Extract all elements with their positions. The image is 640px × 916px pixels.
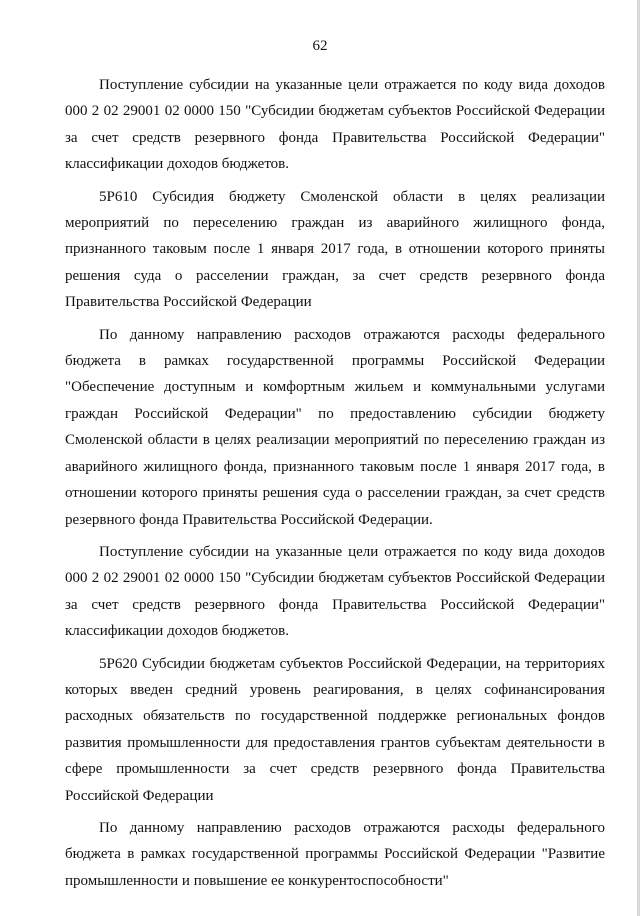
paragraph-5p610-description: По данному направлению расходов отражаются расходы федерального бюджета в рамках государственной программы Российской Федерации "Обеспечение доступным и комфортным жильем и коммунальными услугами граждан Российской Федерации" по предоставлению субсидии бюджету Смоленской области в целях реализации мероприятий по переселению граждан из аварийного жилищного фонда, признанного таковым после 1 января 2017 года, в отношении которого приняты решения суда о расселении граждан, за счет средств резервного фонда Правительства Российской Федерации. <box>65 326 605 528</box>
paragraph-5p620-description: По данному направлению расходов отражаются расходы федерального бюджета в рамках государственной программы Российской Федерации "Развитие промышленности и повышение ее конкурентоспособности" <box>65 819 605 889</box>
paragraph-5p620-heading: 5Р620 Субсидии бюджетам субъектов Российской Федерации, на территориях которых введен средний уровень реагирования, в целях софинансирования расходных обязательств по государственной поддержке региональных фондов развития промышленности для предоставления грантов субъектам деятельности в сфере промышленности за счет средств резервного фонда Правительства Российской Федерации <box>65 655 605 804</box>
paragraph-income-code-2: Поступление субсидии на указанные цели отражается по коду вида доходов 000 2 02 29001 02 0000 150 "Субсидии бюджетам субъектов Российской Федерации за счет средств резервного фонда Правительства Российской Федерации" классификации доходов бюджетов. <box>65 543 605 640</box>
page-number: 62 <box>312 38 328 54</box>
document-body <box>65 72 605 898</box>
paragraph-income-code-1: Поступление субсидии на указанные цели отражается по коду вида доходов 000 2 02 29001 02 0000 150 "Субсидии бюджетам субъектов Российской Федерации за счет средств резервного фонда Правительства Российской Федерации" классификации доходов бюджетов. <box>65 77 605 173</box>
paragraph-5p610-heading: 5Р610 Субсидия бюджету Смоленской области в целях реализации мероприятий по переселению граждан из аварийного жилищного фонда, признанного таковым после 1 января 2017 года, в отношении которого приняты решения суда о расселении граждан, за счет средств резервного фонда Правительства Российской Федерации <box>65 188 605 311</box>
